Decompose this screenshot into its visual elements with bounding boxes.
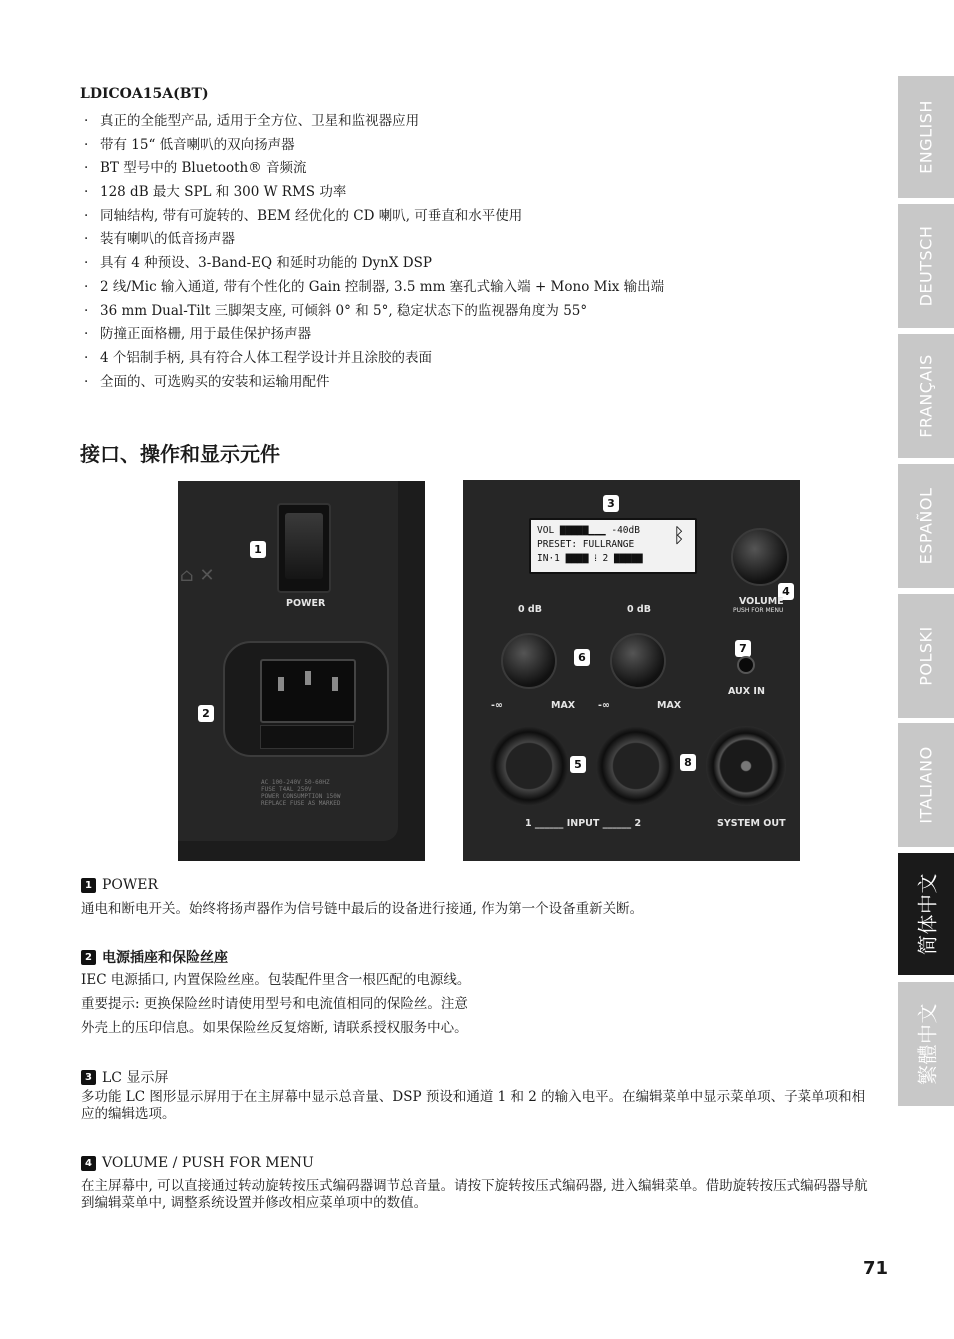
gain1-min-label: -∞ [491,700,503,711]
tab-deutsch[interactable] [898,204,954,328]
gain2-top-label: 0 dB [627,604,651,615]
power-switch[interactable] [277,503,331,593]
tab-traditional-chinese[interactable] [898,982,954,1106]
gain2-max-label: MAX [657,700,682,711]
desc-title: LC 显示屏 [102,1070,169,1086]
tab-simplified-chinese[interactable] [898,853,954,975]
gain1-max-label: MAX [551,700,576,711]
lcd-volume-line: VOL ▇▇▇▇▇▁▁▁ -40dB [537,525,640,536]
desc-line: 外壳上的压印信息。如果保险丝反复熔断, 请联系授权服务中心。 [81,1020,468,1036]
desc-title: 电源插座和保险丝座 [102,950,228,966]
volume-label: VOLUME [739,596,784,607]
tab-francais[interactable] [898,334,954,458]
number-badge: 3 [81,1070,96,1085]
feature-item: · 同轴结构, 带有可旋转的、BEM 经优化的 CD 喇叭, 可垂直和水平使用 [84,205,664,229]
desc-title: POWER [102,877,159,893]
volume-sublabel: PUSH FOR MENU [733,607,784,614]
fuse-drawer[interactable] [260,725,354,749]
desc-body-power: 通电和断电开关。始终将扬声器作为信号链中最后的设备进行接通, 作为第一个设备重新关断。 [81,901,644,917]
callout-badge: 6 [574,649,590,666]
callout-badge: 4 [778,583,794,600]
tab-label: ESPAÑOL [916,487,936,565]
tab-label: FRANÇAIS [916,354,936,438]
tab-label: POLSKI [916,626,936,686]
callout-badge: 2 [198,705,214,722]
product-model: LDICOA15A(BT) [80,86,209,102]
input2-combo-jack[interactable] [596,726,676,806]
gain1-top-label: 0 dB [518,604,542,615]
rating-label [261,779,340,807]
callout-badge: 5 [570,756,586,773]
tab-italiano[interactable] [898,723,954,847]
number-badge: 4 [81,1156,96,1171]
feature-item: · 36 mm Dual-Tilt 三脚架支座, 可倾斜 0° 和 5°, 稳定状态下的监视器角度为 55° [84,300,664,324]
tab-label: ENGLISH [916,100,936,174]
system-out-label: SYSTEM OUT [717,818,786,829]
tab-label: ITALIANO [916,746,936,824]
iec-socket[interactable] [260,659,356,723]
callout-badge: 8 [680,754,696,771]
desc-line: IEC 电源插口, 内置保险丝座。包装配件里含一根匹配的电源线。 [81,972,471,988]
feature-item: · 2 线/Mic 输入通道, 带有个性化的 Gain 控制器, 3.5 mm 塞孔式输入端 + Mono Mix 输出端 [84,276,664,300]
control-panel-photo [463,480,800,861]
desc-heading-power [81,877,158,893]
desc-body-mains [81,970,871,1042]
disposal-icon: ⌂ ✕ [180,565,215,586]
desc-body-volume: 在主屏幕中, 可以直接通过转动旋转按压式编码器调节总音量。请按下旋转按压式编码器, 进入编辑菜单。借助旋转按压式编码器导航到编辑菜单中, 调整系统设置并修改相应菜单项中的数值。 [81,1178,868,1211]
desc-heading-mains [81,947,228,967]
feature-item: · 全面的、可选购买的安装和运输用配件 [84,371,664,395]
power-label: POWER [286,598,326,609]
iec-inlet-housing [223,641,389,757]
number-badge: 1 [81,878,96,893]
rear-panel-power-photo [178,481,425,861]
gain1-knob[interactable] [501,633,557,689]
feature-item: · 带有 15“ 低音喇叭的双向扬声器 [84,134,664,158]
gain2-knob[interactable] [610,633,666,689]
gain2-min-label: -∞ [598,700,610,711]
rating-line: POWER CONSUMPTION 150W [261,793,341,800]
desc-title: VOLUME / PUSH FOR MENU [102,1155,314,1171]
callout-badge: 1 [250,541,266,558]
desc-body-lcd: 多功能 LC 图形显示屏用于在主屏幕中显示总音量、DSP 预设和通道 1 和 2 的输入电平。在编辑菜单中显示菜单项、子菜单项和相应的编辑选项。 [81,1089,866,1122]
bluetooth-icon: ᛒ [673,523,685,547]
system-out-xlr-jack[interactable] [706,726,786,806]
lcd-preset-line: PRESET: FULLRANGE [537,539,635,550]
lcd-display [529,518,697,574]
tab-english[interactable] [898,76,954,198]
feature-item: · 128 dB 最大 SPL 和 300 W RMS 功率 [84,181,664,205]
rating-line: REPLACE FUSE AS MARKED [261,800,341,807]
volume-knob[interactable] [731,528,789,586]
feature-item: · 真正的全能型产品, 适用于全方位、卫星和监视器应用 [84,110,664,134]
desc-heading-lcd [81,1067,168,1087]
feature-item: · 具有 4 种预设、3-Band-EQ 和延时功能的 DynX DSP [84,252,664,276]
section-title: 接口、操作和显示元件 [80,442,280,466]
input1-combo-jack[interactable] [489,726,569,806]
feature-item: · BT 型号中的 Bluetooth® 音频流 [84,157,664,181]
feature-item: · 装有喇叭的低音扬声器 [84,228,664,252]
aux-in-label: AUX IN [728,686,765,697]
tab-label: 繁體中文 [915,1003,940,1085]
desc-line: 重要提示: 更换保险丝时请使用型号和电流值相同的保险丝。注意 [81,996,468,1012]
input-label: 1 ______ INPUT ______ 2 [525,818,642,829]
feature-item: · 防撞正面格栅, 用于最佳保护扬声器 [84,323,664,347]
tab-label: DEUTSCH [916,225,936,307]
desc-heading-volume [81,1155,314,1171]
aux-in-jack[interactable] [737,656,755,674]
callout-badge: 7 [735,640,751,657]
lcd-input-line: IN·1 ▇▇▇▇ ⁞ 2 ▇▇▇▇▇ [537,553,643,564]
feature-item: · 4 个铝制手柄, 具有符合人体工程学设计并且涂胶的表面 [84,347,664,371]
feature-list [84,110,664,394]
page-number: 71 [862,1258,888,1279]
rating-line: FUSE T4AL 250V [261,786,312,793]
tab-label: 简体中文 [915,873,940,955]
tab-polski[interactable] [898,594,954,718]
rating-line: AC 100-240V 50-60HZ [261,779,330,786]
callout-badge: 3 [603,495,619,512]
number-badge: 2 [81,950,96,965]
tab-espanol[interactable] [898,464,954,588]
